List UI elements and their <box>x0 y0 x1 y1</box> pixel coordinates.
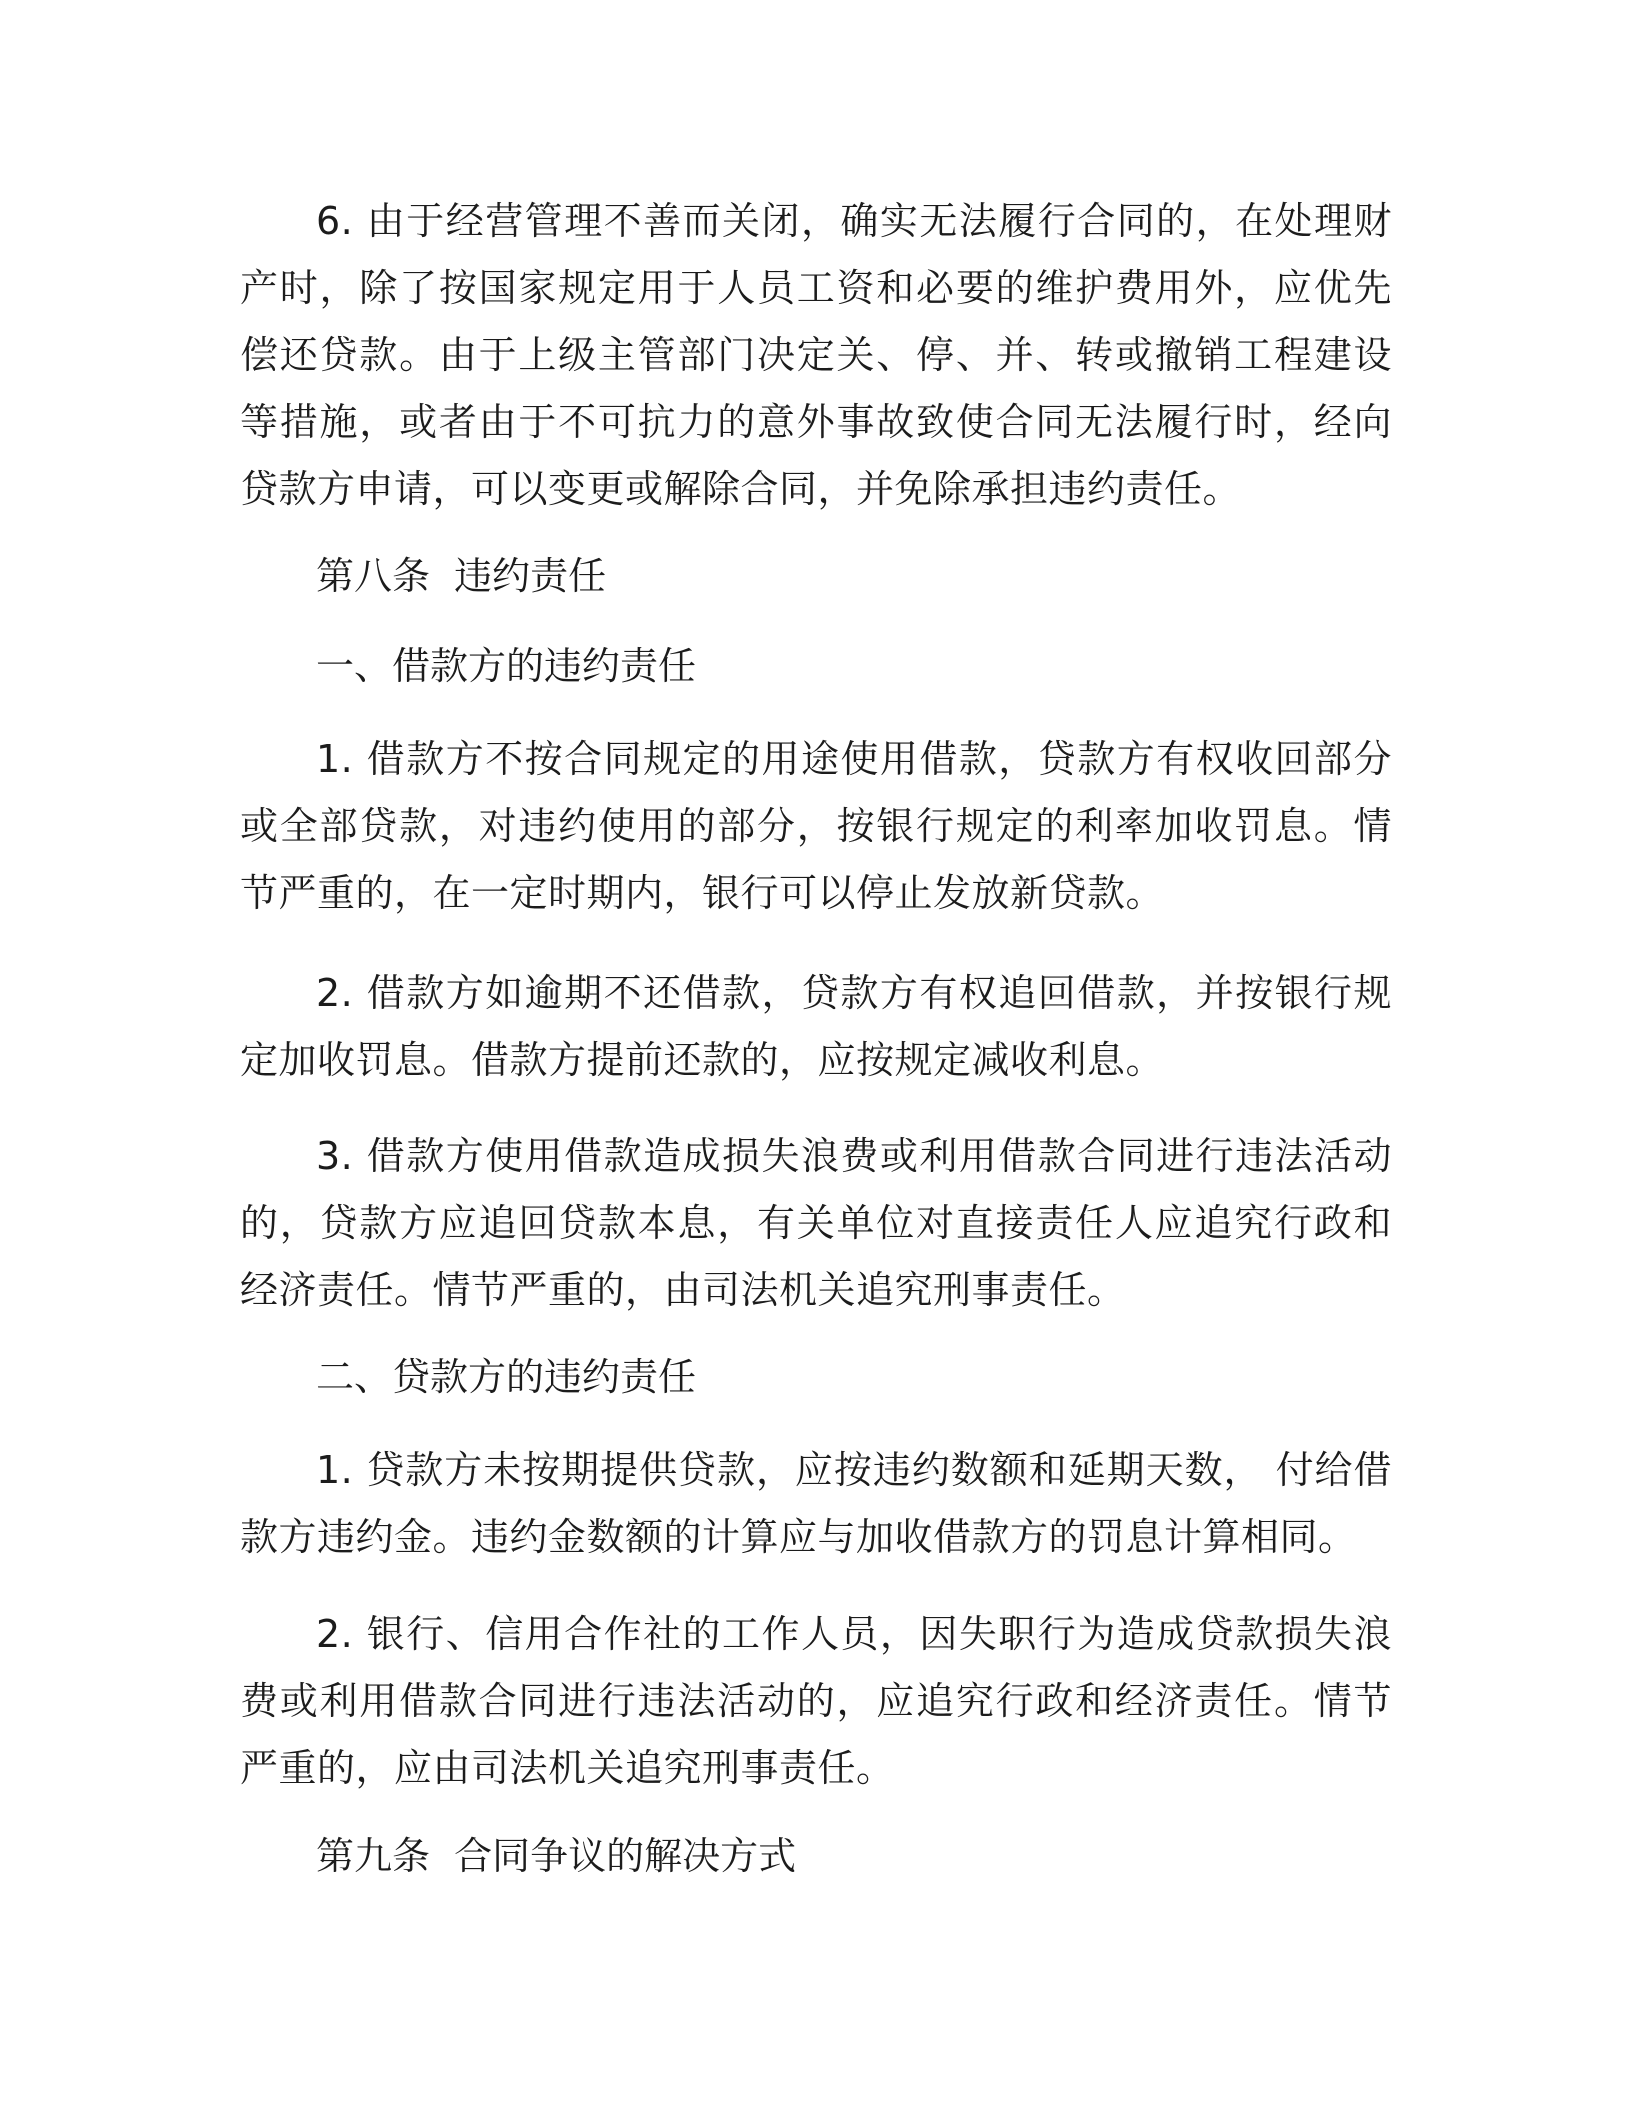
paragraph-clause-6: 6. 由于经营管理不善而关闭，确实无法履行合同的，在处理财产时，除了按国家规定用于人员工资和必要的维护费用外，应优先偿还贷款。由于上级主管部门决定关、停、并、转或撤销工程建设等措施，或者由于不可抗力的意外事故致使合同无法履行时，经向贷款方申请，可以变更或解除合同，并免除承担违约责任。 <box>240 199 1392 511</box>
article-9-heading: 第九条 合同争议的解决方式 <box>316 1834 797 1878</box>
borrower-liability-item-2: 2. 借款方如逾期不还借款，贷款方有权追回借款，并按银行规定加收罚息。借款方提前还款的，应按规定减收利息。 <box>240 971 1392 1082</box>
lender-liability-item-2: 2. 银行、信用合作社的工作人员，因失职行为造成贷款损失浪费或利用借款合同进行违法活动的，应追究行政和经济责任。情节严重的，应由司法机关追究刑事责任。 <box>240 1612 1392 1790</box>
borrower-liability-item-3: 3. 借款方使用借款造成损失浪费或利用借款合同进行违法活动的，贷款方应追回贷款本息，有关单位对直接责任人应追究行政和经济责任。情节严重的，由司法机关追究刑事责任。 <box>240 1134 1392 1312</box>
lender-liability-heading: 二、贷款方的违约责任 <box>316 1355 697 1399</box>
borrower-liability-heading: 一、借款方的违约责任 <box>316 644 697 688</box>
article-8-heading: 第八条 违约责任 <box>316 554 607 598</box>
lender-liability-item-1: 1. 贷款方未按期提供贷款，应按违约数额和延期天数， 付给借款方违约金。违约金数额的计算应与加收借款方的罚息计算相同。 <box>240 1448 1392 1559</box>
borrower-liability-item-1: 1. 借款方不按合同规定的用途使用借款，贷款方有权收回部分或全部贷款，对违约使用的部分，按银行规定的利率加收罚息。情节严重的，在一定时期内，银行可以停止发放新贷款。 <box>240 737 1392 915</box>
